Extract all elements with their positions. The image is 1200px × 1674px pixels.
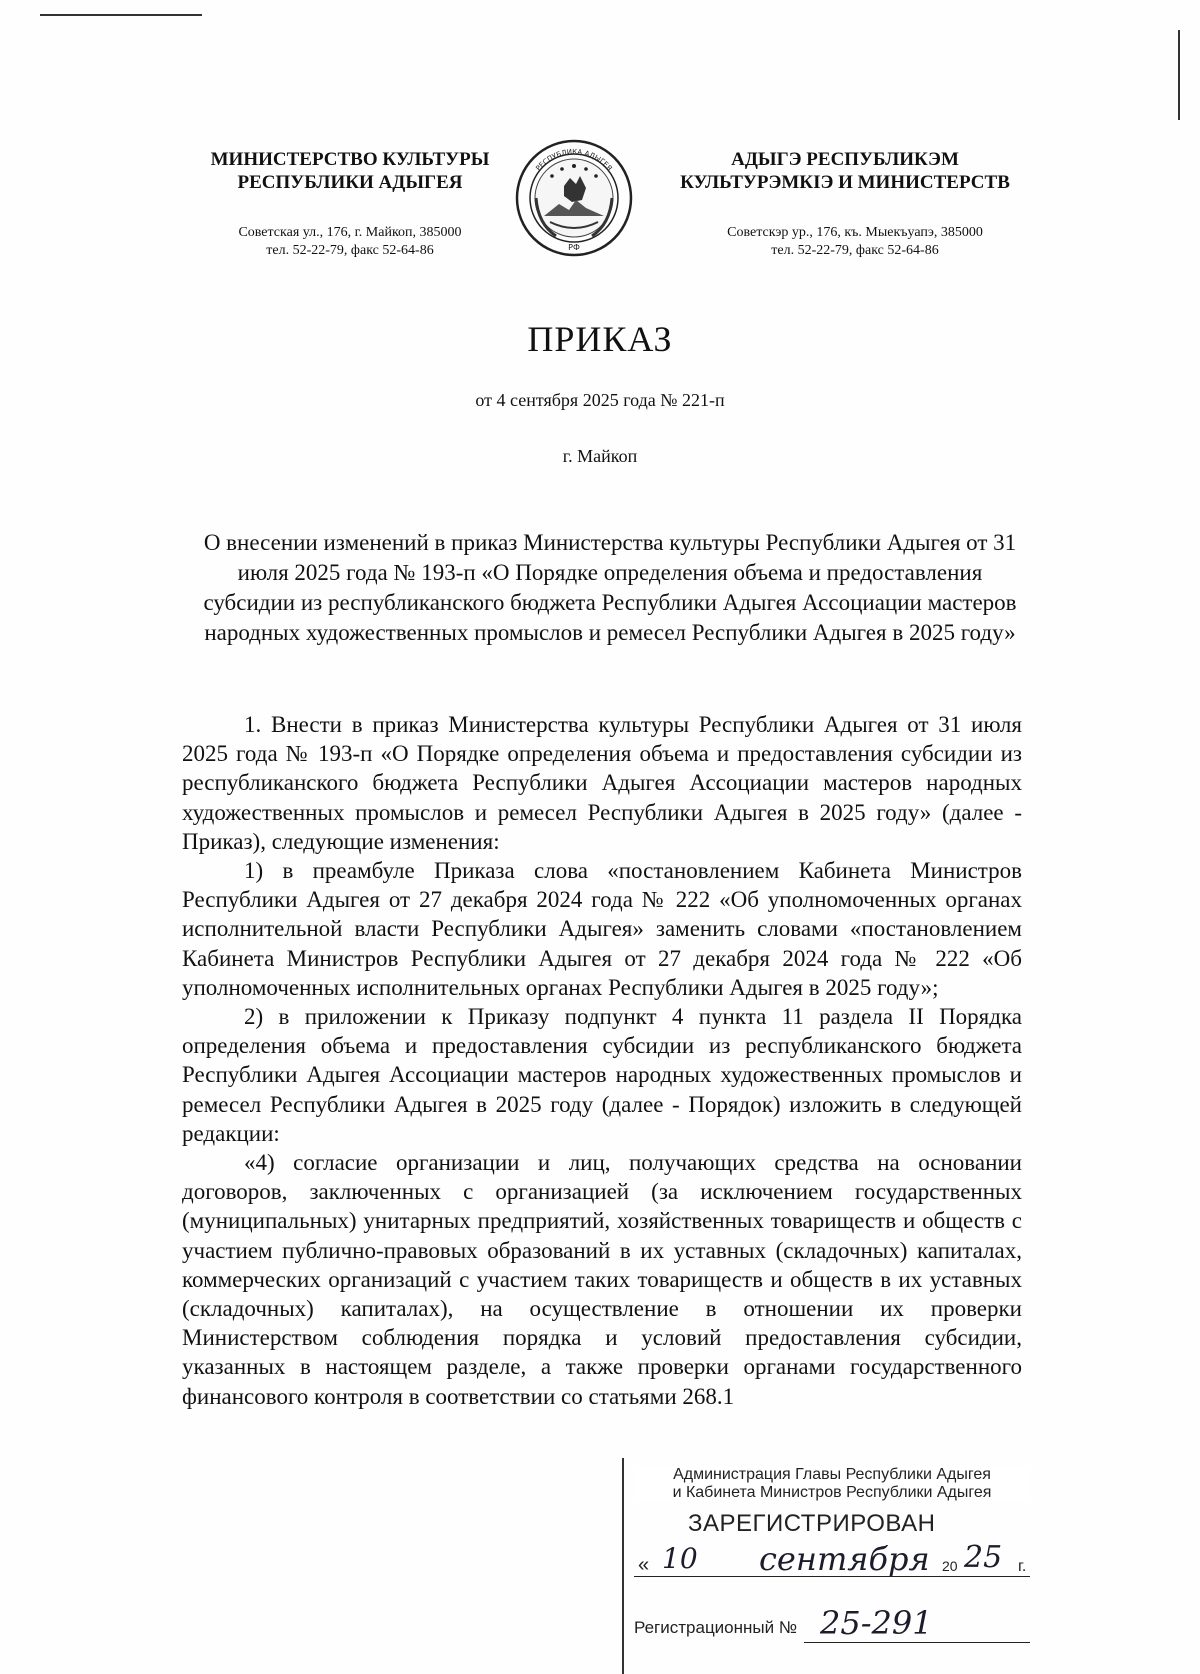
stamp-day-handwritten: 10 <box>662 1542 698 1575</box>
coat-of-arms-emblem <box>514 138 634 258</box>
scan-artifact-line <box>1178 30 1180 120</box>
stamp-regno-handwritten: 25-291 <box>820 1604 933 1642</box>
body-paragraph: 1) в преамбуле Приказа слова «постановлением Кабинета Министров Республики Адыгея от 27 декабря 2024 года № 222 «Об уполномоченных органах исполнительной власти Республики Адыгея» заменить словами «постановлением Кабинета Министров Республики Адыгея от 27 декабря 2024 года № 222 «Об уполномоченных исполнительных органах Республики Адыгея в 2025 году»; <box>182 858 1022 1000</box>
ministry-address-russian <box>190 224 510 260</box>
ministry-name-adyghe <box>660 148 1030 194</box>
scan-artifact-line <box>40 14 202 16</box>
ministry-name-line: АДЫГЭ РЕСПУБЛИКЭМ <box>731 149 959 170</box>
address-line: Советскэр ур., 176, къ. Мыекъуапэ, 385000 <box>727 225 983 240</box>
emblem-inscription: РФ <box>568 243 580 252</box>
document-subject: О внесении изменений в приказ Министерства культуры Республики Адыгея от 31 июля 2025 года № 193-п «О Порядке определения объема и предоставления субсидии из республиканского бюджета Республики Адыгея Ассоциации мастеров народных художественных промыслов и ремесел Республики Адыгея в 2025 году» <box>203 530 1017 645</box>
stamp-year-prefix: 20 <box>942 1558 958 1574</box>
ministry-name-line: МИНИСТЕРСТВО КУЛЬТУРЫ <box>210 149 490 170</box>
stamp-org-line: Администрация Главы Республики Адыгея <box>673 1466 991 1483</box>
phone-line: тел. 52-22-79, факс 52-64-86 <box>771 243 939 258</box>
ministry-name-line: РЕСПУБЛИКИ АДЫГЕЯ <box>237 172 463 193</box>
stamp-org-line: и Кабинета Министров Республики Адыгея <box>672 1484 992 1501</box>
address-line: Советская ул., 176, г. Майкоп, 385000 <box>238 225 462 240</box>
stamp-month-handwritten: сентября <box>759 1540 930 1578</box>
document-title: ПРИКАЗ <box>527 319 673 359</box>
registration-stamp <box>622 1458 1034 1674</box>
document-city: г. Майкоп <box>562 446 638 466</box>
stamp-year-handwritten: 25 <box>964 1540 1003 1575</box>
stamp-regno-label: Регистрационный № <box>634 1618 798 1637</box>
ministry-address-adyghe <box>690 224 1020 260</box>
stamp-quote: « <box>638 1554 650 1576</box>
stamp-registered-label: ЗАРЕГИСТРИРОВАН <box>688 1510 936 1537</box>
emblem-inscription: РЕСПУБЛИКА АДЫГЕЯ <box>534 147 614 173</box>
body-paragraph: «4) согласие организации и лиц, получающих средства на основании договоров, заключенных с организацией (за исключением государственных (муниципальных) унитарных предприятий, хозяйственных товариществ и обществ с участием публично-правовых образований в их уставных (складочных) капиталах, коммерческих организаций с участием таких товариществ и обществ в их уставных (складочных) капиталах), на осуществление в отношении их проверки Министерством соблюдения порядка и условий предоставления субсидии, указанных в настоящем разделе, а также проверки органами государственного финансового контроля в соответствии со статьями 268.1 <box>182 1150 1022 1409</box>
phone-line: тел. 52-22-79, факс 52-64-86 <box>266 243 434 258</box>
ministry-name-line: КУЛЬТУРЭМКIЭ И МИНИСТЕРСТВ <box>680 172 1010 193</box>
body-paragraph: 1. Внести в приказ Министерства культуры Республики Адыгея от 31 июля 2025 года № 193-п «О Порядке определения объема и предоставления субсидии из республиканского бюджета Республики Адыгея Ассоциации мастеров народных художественных промыслов и ремесел Республики Адыгея в 2025 году» (далее - Приказ), следующие изменения: <box>182 712 1022 854</box>
stamp-date-underline <box>634 1576 1030 1577</box>
stamp-regno-underline <box>804 1642 1030 1643</box>
document-body <box>182 710 1022 1411</box>
stamp-organization <box>634 1466 1030 1502</box>
document-date-number: от 4 сентября 2025 года № 221-п <box>475 390 725 410</box>
ministry-name-russian <box>180 148 520 194</box>
stamp-year-suffix: г. <box>1018 1558 1027 1575</box>
body-paragraph: 2) в приложении к Приказу подпункт 4 пункта 11 раздела II Порядка определения объема и предоставления субсидии из республиканского бюджета Республики Адыгея Ассоциации мастеров народных художественных промыслов и ремесел Республики Адыгея в 2025 году (далее - Порядок) изложить в следующей редакции: <box>182 1004 1022 1146</box>
